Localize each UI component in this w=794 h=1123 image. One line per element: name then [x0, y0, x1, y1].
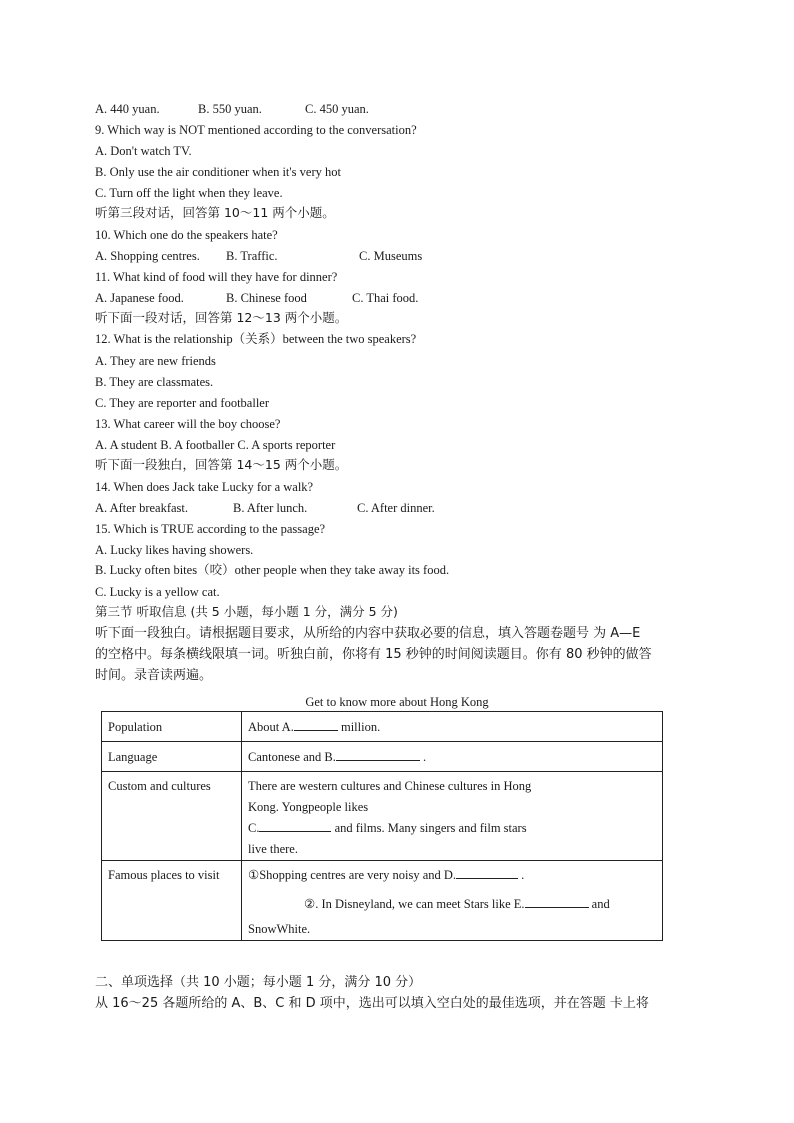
question-13: 13. What career will the boy choose? [95, 417, 281, 431]
question-14: 14. When does Jack take Lucky for a walk? [95, 480, 314, 494]
q14-option-c: C. After dinner. [357, 501, 435, 515]
custom-line-1: There are western cultures and Chinese cultures in Hong [248, 779, 532, 793]
question-9: 9. Which way is NOT mentioned according to the conversation? [95, 123, 417, 137]
famous-line-2-suffix: and [588, 897, 610, 911]
custom-line-4: live there. [248, 842, 298, 856]
blank-c[interactable] [259, 819, 331, 832]
question-12: 12. What is the relationship（关系）between the two speakers? [95, 332, 417, 346]
q14-options [95, 500, 435, 516]
q11-options [95, 290, 418, 306]
q8-option-c: C. 450 yuan. [305, 102, 369, 116]
q12-option-b: B. They are classmates. [95, 375, 214, 389]
q14-option-b: B. After lunch. [233, 501, 308, 515]
q13-options: A. A student B. A footballer C. A sports reporter [95, 438, 336, 452]
q9-option-b: B. Only use the air conditioner when it's very hot [95, 165, 341, 179]
q14-option-a: A. After breakfast. [95, 501, 189, 515]
famous-label: Famous places to visit [102, 861, 242, 941]
q8-option-a: A. 440 yuan. [95, 102, 160, 116]
language-suffix: . [419, 750, 427, 764]
q10-option-a: A. Shopping centres. [95, 249, 200, 263]
custom-value [242, 772, 663, 861]
population-label: Population [102, 712, 242, 742]
table-row-custom [102, 772, 663, 861]
famous-line-1-suffix: . [518, 868, 525, 882]
q9-option-a: A. Don't watch TV. [95, 144, 192, 158]
table-row-population [102, 712, 663, 742]
blank-a[interactable] [294, 718, 338, 731]
famous-line-2-prefix: ②. In Disneyland, we can meet Stars like E. [304, 897, 525, 911]
q12-option-c: C. They are reporter and footballer [95, 396, 269, 410]
q9-option-c: C. Turn off the light when they leave. [95, 186, 283, 200]
population-suffix: million. [337, 720, 381, 734]
q12-option-a: A. They are new friends [95, 354, 216, 368]
famous-line-3: SnowWhite. [248, 922, 311, 936]
q11-option-b: B. Chinese food [226, 291, 307, 305]
blank-b[interactable] [336, 748, 420, 761]
blank-d[interactable] [456, 866, 518, 879]
part-2-heading: 二、单项选择（共 10 小题；每小题 1 分，满分 10 分） [95, 975, 422, 990]
q11-option-c: C. Thai food. [352, 291, 419, 305]
section-monologue-instruction: 听下面一段独白，回答第 14～15 两个小题。 [95, 457, 348, 472]
custom-label: Custom and cultures [102, 772, 242, 861]
q8-option-b: B. 550 yuan. [198, 102, 262, 116]
section-3-instruction-line-2: 的空格中。每条横线限填一词。听独白前，你将有 15 秒钟的时间阅读题目。你有 80 秒钟的做答 [95, 647, 652, 662]
table-row-famous [102, 861, 663, 941]
q15-option-b: B. Lucky often bites（咬）other people when they take away its food. [95, 563, 450, 577]
population-value [242, 712, 663, 742]
population-prefix: About A. [248, 720, 294, 734]
section-dialog-3-instruction: 听第三段对话，回答第 10～11 两个小题。 [95, 205, 335, 220]
q11-option-a: A. Japanese food. [95, 291, 184, 305]
famous-value [242, 861, 663, 941]
q10-option-c: C. Museums [359, 249, 423, 263]
custom-line-3-prefix: C. [248, 821, 260, 835]
famous-line-2 [248, 886, 656, 915]
language-label: Language [102, 742, 242, 772]
q10-options [95, 248, 422, 264]
famous-line-1-prefix: ①Shopping centres are very noisy and D. [248, 868, 457, 882]
custom-line-3-suffix: and films. Many singers and film stars [331, 821, 527, 835]
question-11: 11. What kind of food will they have for dinner? [95, 270, 338, 284]
custom-line-3 [248, 818, 656, 839]
info-table [101, 711, 663, 941]
famous-line-1 [248, 865, 656, 886]
q15-option-a: A. Lucky likes having showers. [95, 543, 254, 557]
language-value [242, 742, 663, 772]
section-3-instruction-line-1: 听下面一段独白。请根据题目要求，从所给的内容中获取必要的信息，填入答题卷题号 为 A—E [95, 626, 641, 641]
custom-line-2: Kong. Yongpeople likes [248, 800, 369, 814]
q10-option-b: B. Traffic. [226, 249, 278, 263]
section-dialog-4-instruction: 听下面一段对话，回答第 12～13 两个小题。 [95, 310, 348, 325]
blank-e[interactable] [525, 895, 589, 908]
table-row-language [102, 742, 663, 772]
language-prefix: Cantonese and B. [248, 750, 336, 764]
part-2-instruction: 从 16～25 各题所给的 A、B、C 和 D 项中，选出可以填入空白处的最佳选项，并在答题 卡上将 [95, 996, 649, 1011]
question-10: 10. Which one do the speakers hate? [95, 228, 278, 242]
q15-option-c: C. Lucky is a yellow cat. [95, 585, 220, 599]
section-3-heading: 第三节 听取信息 (共 5 小题，每小题 1 分，满分 5 分) [95, 604, 398, 619]
section-3-instruction-line-3: 时间。录音读两遍。 [95, 668, 213, 683]
q8-options [95, 101, 369, 117]
question-15: 15. Which is TRUE according to the passage? [95, 522, 326, 536]
table-title: Get to know more about Hong Kong [305, 695, 489, 709]
